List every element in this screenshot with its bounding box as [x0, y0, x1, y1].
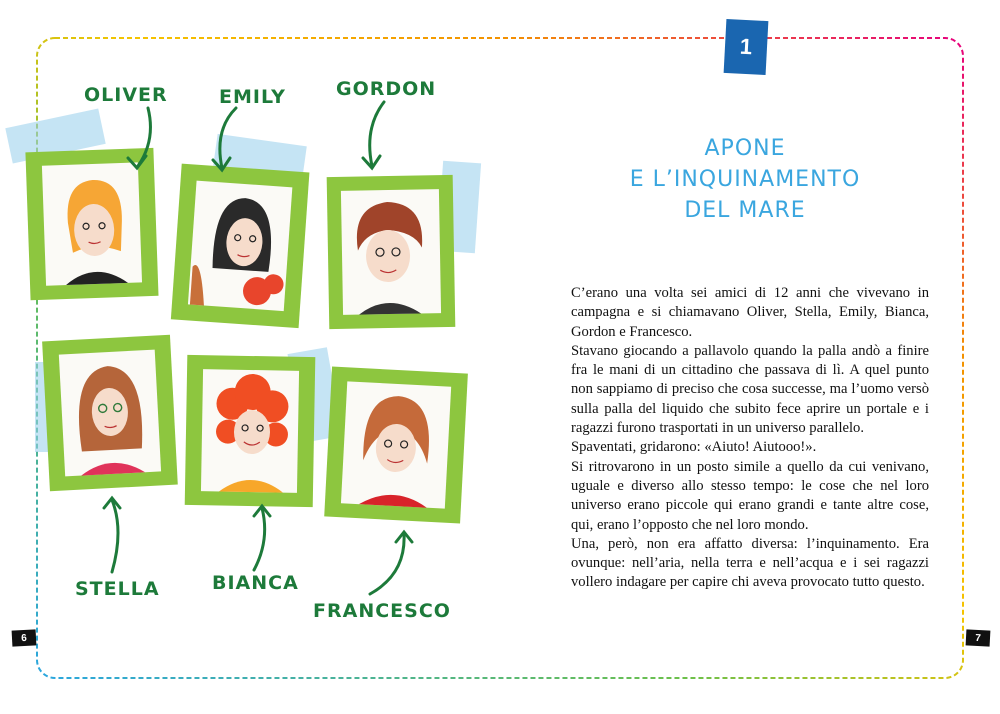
page-number-right: 7 [966, 629, 991, 646]
chapter-title-line: DEL MARE [684, 198, 806, 223]
name-label-stella: STELLA [75, 578, 160, 600]
story-text [571, 284, 929, 593]
chapter-title [590, 133, 900, 226]
name-label-oliver: OLIVER [84, 84, 168, 106]
name-label-francesco: FRANCESCO [313, 600, 451, 622]
story-paragraph: Stavano giocando a pallavolo quando la palla andò a finire fra le mani di un cittadino che passava di lì. A quel punto non sappiamo di preciso che cosa successe, ma l’uomo versò sulla palla del liquido che subito fece aprire un portale e i ragazzi furono trasportati in un universo parallelo. [571, 342, 929, 437]
chapter-title-line: APONE [704, 136, 786, 161]
chapter-title-line: E L’INQUINAMENTO [629, 167, 861, 192]
name-label-emily: EMILY [219, 86, 286, 108]
arrow-stella [112, 500, 118, 572]
story-paragraph: C’erano una volta sei amici di 12 anni che vivevano in campagna e si chiamavano Oliver, Stella, Emily, Bianca, Gordon e Francesco. [571, 285, 929, 340]
arrow-gordon [370, 102, 384, 166]
arrow-francesco [370, 534, 404, 594]
name-label-gordon: GORDON [336, 78, 437, 100]
name-label-bianca: BIANCA [212, 572, 299, 594]
arrow-bianca [254, 508, 265, 570]
page-number-left: 6 [12, 629, 37, 646]
story-paragraph: Una, però, non era affatto diversa: l’inquinamento. Era ovunque: nell’aria, nella terra e nell’acqua e i sei ragazzi vollero indagare per capire chi aveva provocato tutto questo. [571, 535, 929, 591]
story-paragraph: Spaventati, gridarono: «Aiuto! Aiutooo!». [571, 439, 817, 456]
arrow-oliver-head [128, 156, 146, 168]
chapter-number-badge: 1 [724, 19, 769, 75]
story-paragraph: Si ritrovarono in un posto simile a quello da cui venivano, uguale e diverso allo stesso tempo: le cose che nel loro universo erano piccole qui erano grandi e tante altre cose, qui, erano l’opposto che nel loro mondo. [571, 458, 929, 533]
